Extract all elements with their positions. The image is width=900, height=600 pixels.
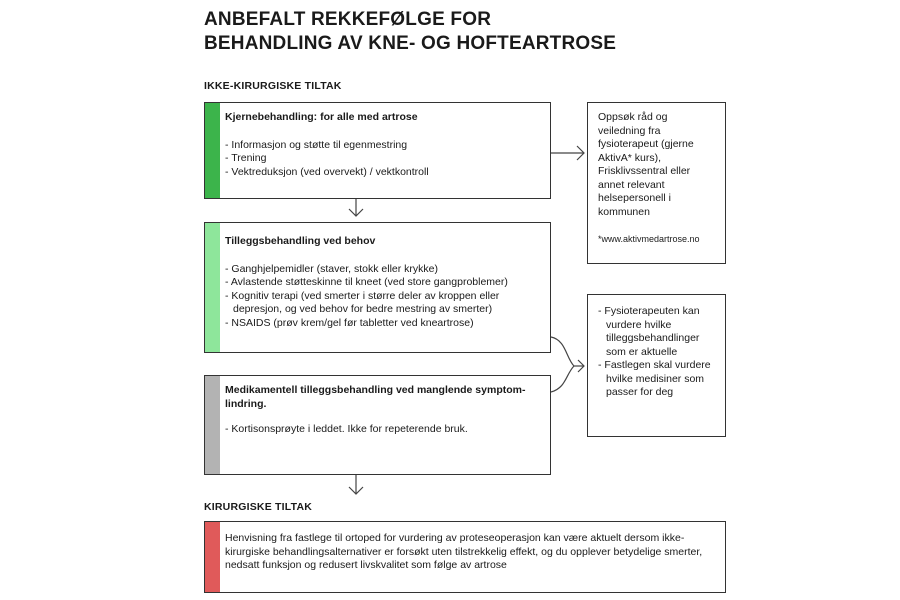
section-label-non-surgical: IKKE-KIRURGISKE TILTAK [204,80,342,92]
list-item: - Fysioterapeuten kan vurdere hvilke tilleggsbehandlinger som er aktuelle [598,305,715,359]
list-item: - Kognitiv terapi (ved smerter i større deler av kroppen eller depresjon, og ved behov for bedre mestring av smerter) [225,290,544,317]
section-label-surgical: KIRURGISKE TILTAK [204,501,313,513]
list-item: - Ganghjelpemidler (staver, stokk eller krykke) [225,263,544,277]
list-item: - Vektreduksjon (ved overvekt) / vektkontroll [225,166,544,180]
side-advice-text: Oppsøk råd og veiledning fra fysioterapeut (gjerne AktivA* kurs), Frisklivssentral eller annet relevant helsepersonell i kommunen [598,111,694,218]
list-item: - Kortisonsprøyte i leddet. Ikke for repeterende bruk. [225,423,544,437]
surgery-text: Henvisning fra fastlege til ortoped for vurdering av proteseoperasjon kan være aktuelt dersom ikke-kirurgiske behandlingsalternativer er forsøkt uten tilstrekkelig effekt, og du opplever betydelige smerter, nedsatt funksjon og redusert livskvalitet som følge av artrose [225,532,703,571]
list-item: - Informasjon og støtte til egenmestring [225,139,544,153]
medication-heading: Medikamentell tilleggsbehandling ved manglende symptom-lindring. [225,384,526,410]
list-item: - Fastlegen skal vurdere hvilke medisiner som passer for deg [598,359,715,400]
list-item: - NSAIDS (prøv krem/gel før tabletter ved kneartrose) [225,317,544,331]
additional-heading: Tilleggsbehandling ved behov [225,235,376,247]
title-line-1: ANBEFALT REKKEFØLGE FOR [204,9,492,30]
bracket-to-providers [551,337,574,392]
side-advice-note: *www.aktivmedartrose.no [598,234,700,244]
core-heading: Kjernebehandling: for alle med artrose [225,111,418,123]
title-line-2: BEHANDLING AV KNE- OG HOFTEARTROSE [204,33,617,54]
list-item: - Avlastende støtteskinne til kneet (ved store gangproblemer) [225,276,544,290]
list-item: - Trening [225,152,544,166]
